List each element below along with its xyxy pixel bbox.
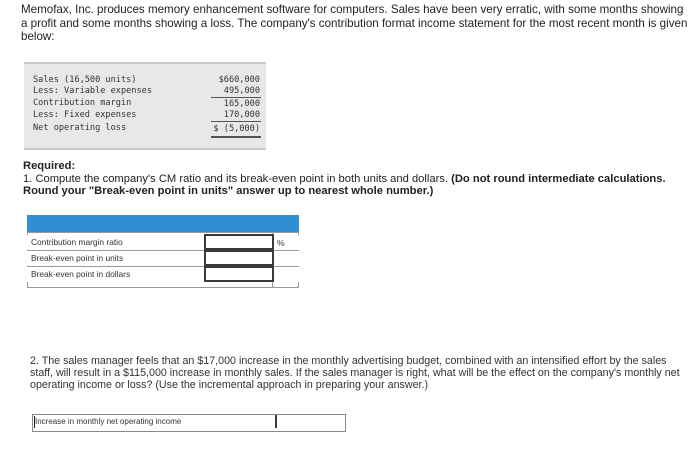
break-even-dollars-input[interactable]: [204, 266, 274, 282]
answer-table-1: [27, 215, 299, 288]
answer-table-1-header: [27, 215, 299, 232]
table-row-break-even-units: [27, 251, 299, 267]
question-1: [23, 173, 683, 198]
cm-ratio-input[interactable]: [204, 234, 274, 250]
break-even-dollars-label: Break-even point in dollars: [31, 269, 131, 279]
break-even-units-input[interactable]: [204, 250, 274, 266]
required-heading: Required:: [23, 160, 76, 172]
answer-table-2: [32, 414, 346, 432]
question-1-instruction: (Do not round intermediate calculations. Round your "Break-even point in units" answer up to nearest whole number.): [23, 172, 666, 197]
cm-ratio-label: Contribution margin ratio: [31, 237, 123, 247]
break-even-units-label: Break-even point in units: [31, 253, 124, 263]
table-row-cm-ratio: [27, 235, 299, 251]
statement-label-fixed-expenses: Less: Fixed expenses: [33, 110, 137, 120]
statement-underline: [211, 121, 261, 122]
statement-amount-contribution-margin: 165,000: [223, 99, 260, 109]
net-income-increase-label: Increase in monthly net operating income: [35, 417, 182, 426]
statement-label-net-operating-loss: Net operating loss: [33, 123, 127, 133]
statement-amount-variable-expenses: 495,000: [223, 86, 260, 96]
statement-label-variable-expenses: Less: Variable expenses: [33, 86, 152, 96]
problem-intro: Memofax, Inc. produces memory enhancement software for computers. Sales have been very erratic, with some months showing a profit and some months showing a loss. The company's contribution format income statement for the most recent month is given below:: [21, 3, 688, 43]
required-section: [23, 160, 683, 198]
statement-label-contribution-margin: Contribution margin: [33, 98, 132, 108]
statement-underline: [211, 97, 261, 98]
question-1-text: 1. Compute the company's CM ratio and its break-even point in both units and dollars.: [23, 172, 452, 185]
statement-amount-sales: $660,000: [218, 75, 260, 85]
income-statement: [24, 62, 266, 150]
percent-unit: %: [277, 238, 285, 248]
table-row-break-even-dollars: [27, 267, 299, 282]
question-2: 2. The sales manager feels that an $17,000 increase in the monthly advertising budget, combined with an intensified effort by the sales staff, will result in a $115,000 increase in monthly sales. If the sales manager is right, what will be the effect on the company's monthly net operating income or loss? (Use the incremental approach in preparing your answer.): [30, 355, 680, 391]
net-income-increase-input[interactable]: [275, 415, 345, 428]
statement-double-underline: [211, 136, 261, 138]
statement-amount-net-operating-loss: $ (5,000): [213, 124, 260, 134]
statement-amount-fixed-expenses: 170,000: [223, 110, 260, 120]
statement-label-sales: Sales (16,500 units): [33, 75, 137, 85]
